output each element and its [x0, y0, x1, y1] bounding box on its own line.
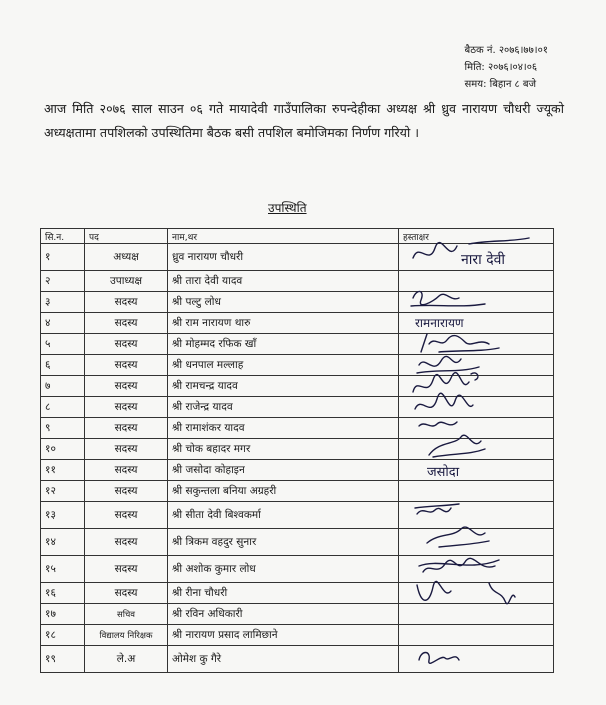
row-sn: १ [41, 244, 85, 271]
row-sn: १२ [41, 481, 85, 502]
row-post: सदस्य [85, 556, 168, 583]
row-post: ले.अ [85, 646, 168, 673]
row-post: विद्यालय निरिक्षक [85, 625, 168, 646]
row-name: श्री जसोदा कोहाइन [168, 460, 399, 481]
row-sn: १८ [41, 625, 85, 646]
meeting-number: बैठक नं. २०७६।७७।०१ [464, 45, 548, 56]
table-row [41, 460, 554, 481]
signature-text: रामनारायण [415, 316, 464, 330]
row-sn: १४ [41, 529, 85, 556]
row-post: सदस्य [85, 481, 168, 502]
row-sn: ३ [41, 292, 85, 313]
meeting-time: समय: बिहान ८ बजे [464, 79, 537, 90]
row-name: श्री रविन अधिकारी [168, 604, 399, 625]
row-post: सदस्य [85, 313, 168, 334]
row-post: सदस्य [85, 334, 168, 355]
signature-cell [399, 646, 554, 673]
header-name: नाम,थर [168, 229, 399, 244]
row-name: श्री धनपाल मल्लाह [168, 355, 399, 376]
row-name: श्री तारा देवी यादव [168, 271, 399, 292]
row-sn: १३ [41, 502, 85, 529]
row-sn: ११ [41, 460, 85, 481]
row-sn: ७ [41, 376, 85, 397]
row-post: सदस्य [85, 376, 168, 397]
row-name: श्री रामाशंकर यादव [168, 418, 399, 439]
row-sn: १९ [41, 646, 85, 673]
row-name: श्री रामचन्द्र यादव [168, 376, 399, 397]
attendance-heading: उपस्थिति [268, 201, 307, 215]
row-sn: १५ [41, 556, 85, 583]
signature-text: जसोदा [427, 465, 460, 480]
row-post: सदस्य [85, 418, 168, 439]
row-sn: ९ [41, 418, 85, 439]
signature-mark [399, 638, 559, 674]
row-sn: ५ [41, 334, 85, 355]
row-sn: १६ [41, 583, 85, 604]
row-name: श्री राम नारायण थारु [168, 313, 399, 334]
row-name: श्री पल्टु लोध [168, 292, 399, 313]
meeting-date: मिति: २०७६।०४।०६ [464, 62, 538, 73]
row-name: श्री त्रिकम वहदुर सुनार [168, 529, 399, 556]
row-sn: ६ [41, 355, 85, 376]
row-post: सदस्य [85, 460, 168, 481]
header-sn: सि.न. [41, 229, 85, 244]
row-sn: ४ [41, 313, 85, 334]
row-name: श्री नारायण प्रसाद लामिछाने [168, 625, 399, 646]
table-row [41, 604, 554, 625]
row-name: श्री रीना चौधरी [168, 583, 399, 604]
row-post: अध्यक्ष [85, 244, 168, 271]
row-sn: २ [41, 271, 85, 292]
row-post: सदस्य [85, 502, 168, 529]
signature-text: नारा देवी [461, 252, 506, 268]
row-name: ओमेश कु गैरे [168, 646, 399, 673]
meeting-meta [465, 42, 548, 93]
signature-cell [399, 583, 554, 604]
intro-paragraph: आज मिति २०७६ साल साउन ०६ गते मायादेवी गाउँपालिका रुपन्देहीका अध्यक्ष श्री ध्रुव नारायण चौधरी ज्यूको अध्यक्षतामा तपशिलको उपस्थितिमा बैठक बसी तपशिल बमोजिमका निर्णण गरियो । [44, 101, 564, 140]
signature-cell [399, 244, 554, 271]
row-name: श्री राजेन्द्र यादव [168, 397, 399, 418]
row-post: सदस्य [85, 529, 168, 556]
table-row [41, 244, 554, 271]
header-post: पद [85, 229, 168, 244]
table-row [41, 583, 554, 604]
table-row [41, 646, 554, 673]
row-name: श्री अशोक कुमार लोध [168, 556, 399, 583]
row-sn: ८ [41, 397, 85, 418]
row-post: सदस्य [85, 292, 168, 313]
row-post: सदस्य [85, 355, 168, 376]
row-post: सचिव [85, 604, 168, 625]
row-name: श्री मोहम्मद रफिक खाँ [168, 334, 399, 355]
row-name: ध्रुव नारायण चौधरी [168, 244, 399, 271]
header-signature: हस्ताक्षर [399, 229, 554, 244]
attendance-table [40, 228, 554, 673]
row-post: उपाध्यक्ष [85, 271, 168, 292]
signature-mark [399, 236, 559, 272]
signature-cell [399, 604, 554, 625]
row-name: श्री चोक बहादर मगर [168, 439, 399, 460]
signature-cell [399, 460, 554, 481]
row-sn: १७ [41, 604, 85, 625]
row-name: श्री सकुन्तला बनिया अग्रहरी [168, 481, 399, 502]
row-post: सदस्य [85, 583, 168, 604]
row-post: सदस्य [85, 439, 168, 460]
row-name: श्री सीता देवी बिश्वकर्मा [168, 502, 399, 529]
row-post: सदस्य [85, 397, 168, 418]
row-sn: १० [41, 439, 85, 460]
